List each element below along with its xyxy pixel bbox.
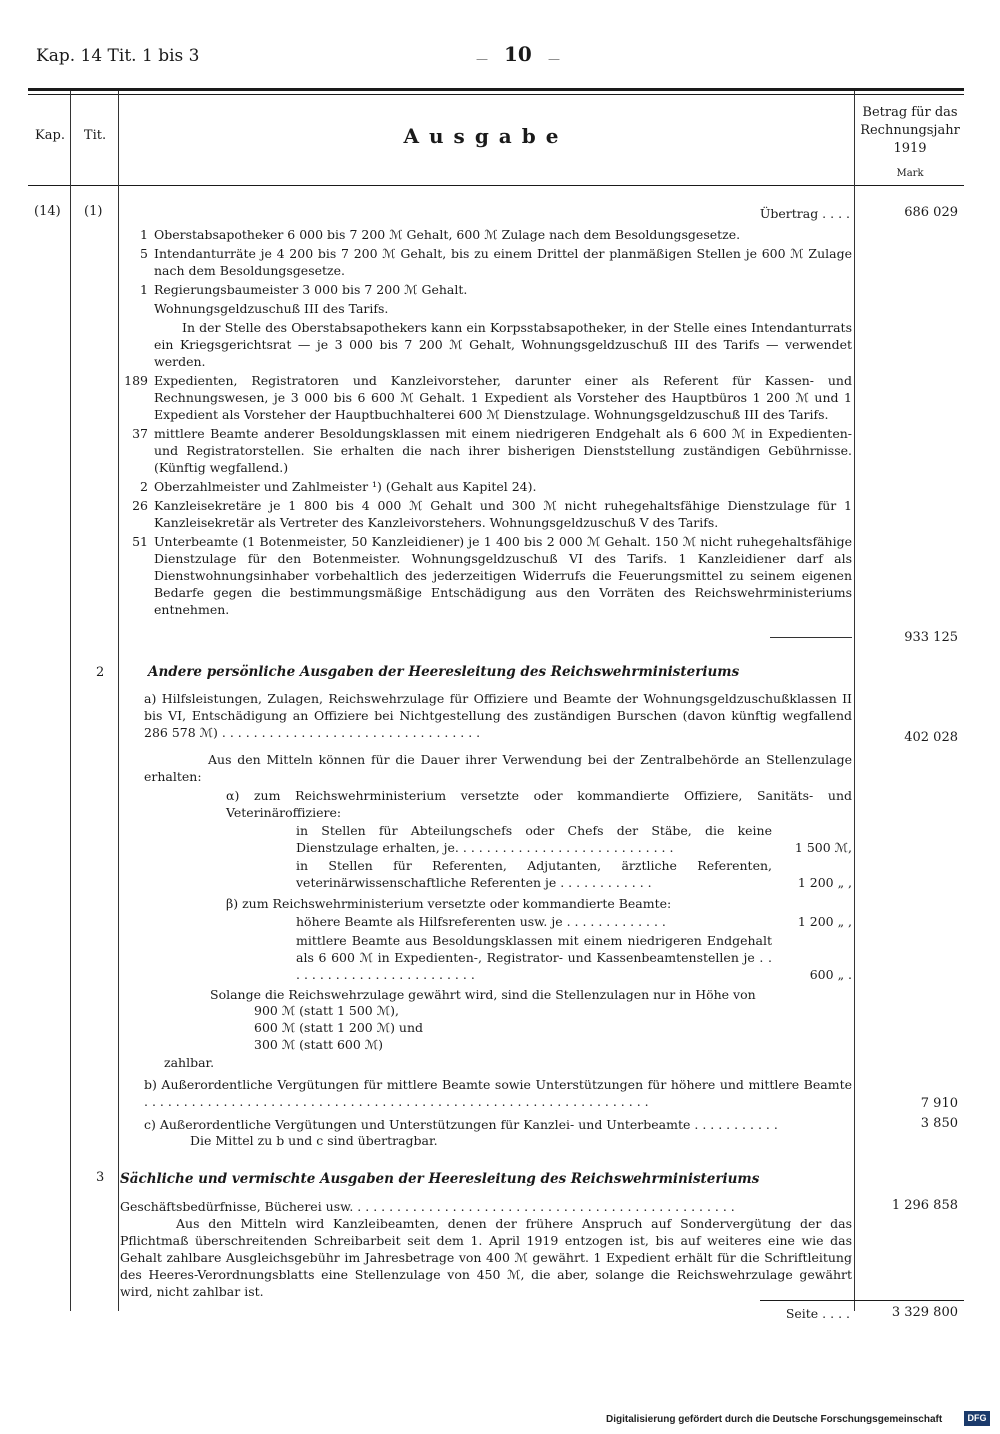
item-c: c) Außerordentliche Vergütungen und Unterstützungen für Kanzlei- und Unterbeamte . . . . . . . . . . . [144,1117,778,1132]
item-text: Intendanturräte je 4 200 bis 7 200 ℳ Gehalt, bis zu einem Drittel der planmäßigen Stellen je 600 ℳ Zulage nach dem Besoldungsgesetze. [154,246,852,278]
section-3-title: Sächliche und vermischte Ausgaben der Heeresleitung des Reichswehrministeriums [120,1171,760,1187]
header-kap: Kap. [35,128,65,143]
solange-line-2: 600 ℳ (statt 1 200 ℳ) und [254,1020,424,1035]
column-divider [854,91,855,1311]
item-count: 5 [140,246,148,261]
item-text: Regierungsbaumeister 3 000 bis 7 200 ℳ Gehalt. [154,282,468,297]
list-item [122,319,852,370]
list-item [122,300,852,317]
header-amount-unit: Mark [896,168,924,179]
total-rule [760,1300,964,1301]
list-item [122,245,852,279]
item-b: b) Außerordentliche Vergütungen für mittlere Beamte sowie Unterstützungen für höhere und mittlere Beamte . . . . . . . . . . . . . . . . . . . . . . . . . . . . . . . . . . . . . . . . . . . . . . . . . . . . . . . . . . . . . . . . [144,1077,852,1109]
dfg-logo: DFG [964,1411,990,1426]
alpha-1-value: 1 500 ℳ, [794,840,852,855]
uebertrag-amount: 686 029 [904,205,958,220]
alpha-2: in Stellen für Referenten, Adjutanten, ärztliche Referenten, veterinärwissenschaftliche Referenten je . . . . . . . . . . . . [296,858,772,890]
item-text: Expedienten, Registratoren und Kanzleivorsteher, darunter einer als Referent für Kassen- und Rechnungswesen, je 3 000 bis 6 600 ℳ Gehalt. 1 Expedient als Vorsteher des Hauptbüros 1 200 ℳ und 1 Expedient als Vorsteher der Hauptbuchhalterei 600 ℳ Dienstzulage. Wohnungsgeldzuschuß III des Tarifs. [154,373,852,422]
dash-decoration: — [476,52,488,66]
item-count [122,319,154,370]
item-count: 189 [124,373,148,388]
item-text: Oberstabsapotheker 6 000 bis 7 200 ℳ Gehalt, 600 ℳ Zulage nach dem Besoldungsgesetze. [154,227,741,242]
page-title: Ausgabe [403,124,569,148]
item-a-note: Aus den Mitteln können für die Dauer ihrer Verwendung bei der Zentralbehörde an Stellenzulage erhalten: [144,752,852,784]
section-3-text: Geschäftsbedürfnisse, Bücherei usw. . . . . . . . . . . . . . . . . . . . . . . . . . . . . . . . . . . . . . . . . . . . . . . . . [120,1199,735,1214]
seite-amount: 3 329 800 [891,1305,958,1320]
alpha-2-value: 1 200 „ , [797,875,852,890]
tit-label-2: 2 [96,665,105,680]
beta-2: mittlere Beamte aus Besoldungsklassen mit einem niedrigeren Endgehalt als 6 600 ℳ in Expedienten-, Registrator- und Kassenbeamtenstellen je . . . . . . . . . . . . . . . . . . . . . . . . . [296,933,772,982]
item-count: 1 [140,227,148,242]
item-text: Wohnungsgeldzuschuß III des Tarifs. [154,301,389,316]
sum-rule [770,637,852,638]
section-2-title: Andere persönliche Ausgaben der Heeresleitung des Reichswehrministeriums [148,664,740,680]
seite-label: Seite . . . . [785,1306,850,1321]
dash-decoration: — [548,52,560,66]
column-divider [70,91,71,1311]
item-c-note: Die Mittel zu b und c sind übertragbar. [190,1133,438,1148]
solange-line-3: 300 ℳ (statt 600 ℳ) [254,1037,384,1052]
running-head [36,42,966,72]
alpha-text: α) zum Reichswehrministerium versetzte oder kommandierte Offiziere, Sanitäts- und Veterinäroffiziere: [226,788,852,820]
beta-text: β) zum Reichswehrministerium versetzte oder kommandierte Beamte: [226,896,672,911]
list-item [122,372,852,423]
footer-text: Digitalisierung gefördert durch die Deutsche Forschungsgemeinschaft [606,1414,943,1425]
list-item [122,226,852,243]
solange-line-1: 900 ℳ (statt 1 500 ℳ), [254,1003,399,1018]
header-bottom-rule [28,185,964,186]
solange-text: Solange die Reichswehrzulage gewährt wird, sind die Stellenzulagen nur in Höhe von [210,987,756,1002]
list-item [122,533,852,618]
item-text: In der Stelle des Oberstabsapothekers kann ein Korpsstabsapotheker, in der Stelle eines Intendanturrats ein Kriegsgerichtsrat — je 3 000 bis 7 200 ℳ Gehalt, Wohnungsgeldzuschuß III des Tarifs — verwendet werden. [154,320,852,369]
item-count: 1 [140,282,148,297]
beta-2-value: 600 „ . [809,967,852,982]
alpha-1: in Stellen für Abteilungschefs oder Chefs der Stäbe, die keine Dienstzulage erhalten, je. . . . . . . . . . . . . . . . . . . . . . . . . . . . [296,823,772,855]
beta-1: höhere Beamte als Hilfsreferenten usw. je . . . . . . . . . . . . . [296,914,666,929]
uebertrag-label: Übertrag . . . . [759,206,850,221]
item-list [122,226,852,620]
kap-label: (14) [34,204,61,219]
tit-label-1: (1) [84,204,103,219]
header-tit: Tit. [83,128,107,143]
running-head-left: Kap. 14 Tit. 1 bis 3 [36,46,200,66]
sum1-amount: 933 125 [904,630,958,645]
list-item [122,478,852,495]
item-count: 37 [132,426,148,441]
list-item [122,425,852,476]
item-text: Oberzahlmeister und Zahlmeister ¹) (Gehalt aus Kapitel 24). [154,479,537,494]
item-text: Kanzleisekretäre je 1 800 bis 4 000 ℳ Gehalt und 300 ℳ nicht ruhegehaltsfähige Dienstzulage für 1 Kanzleisekretär als Vertreter des Kanzleivorstehers. Wohnungsgeldzuschuß V des Tarifs. [154,498,852,530]
column-divider [118,91,119,1311]
item-count: 2 [140,479,148,494]
section-3-note: Aus den Mitteln wird Kanzleibeamten, denen der frühere Anspruch auf Sondervergütung der das Pflichtmaß überschreitenden Schreibarbeit seit dem 1. April 1919 entzogen ist, bis auf weiteres eine wie das Gehalt zahlbare Ausgleichsgebühr im Jahresbetrage von 400 ℳ gewährt. 1 Expedient erhält für die Schriftleitung des Heeres-Verordnungsblatts eine Stellenzulage von 450 ℳ, die aber, solange die Reichswehrzulage gewährt wird, nicht zahlbar ist. [120,1216,852,1299]
item-count: 26 [132,498,148,513]
item-text: mittlere Beamte anderer Besoldungsklassen mit einem niedrigeren Endgehalt als 6 600 ℳ in Expedienten- und Registratorstellen. Sie erhalten die nach ihrer bisherigen Dienststellung zuständigen Gebührnisse. (Künftig wegfallend.) [154,426,852,475]
list-item [122,497,852,531]
list-item [122,281,852,298]
section-3-amount: 1 296 858 [891,1198,958,1213]
top-rule-thin [28,94,964,95]
item-a-amount: 402 028 [904,730,958,745]
item-text: Unterbeamte (1 Botenmeister, 50 Kanzleidiener) je 1 400 bis 2 000 ℳ Gehalt. 150 ℳ nicht ruhegehaltsfähige Dienstzulage für den Botenmeister. Wohnungsgeldzuschuß VI des Tarifs. 1 Kanzleidiener darf als Dienstwohnungsinhaber vorbehaltlich des jederzeitigen Widerrufs die Feuerungsmittel zu seinem eigenen Bedarfe gegen die bestimmungsmäßige Entschädigung aus den Vorräten des Reichswehrministeriums entnehmen. [154,534,852,617]
page-number: 10 [504,42,532,66]
zahlbar-text: zahlbar. [164,1055,215,1070]
item-b-amount: 7 910 [920,1096,958,1111]
item-a: a) Hilfsleistungen, Zulagen, Reichswehrzulage für Offiziere und Beamte der Wohnungsgeldzuschußklassen II bis VI, Entschädigung an Offiziere bei Nichtgestellung des zuständigen Burschen (davon künftig wegfallend 286 578 ℳ) . . . . . . . . . . . . . . . . . . . . . . . . . . . . . . . . . [144,691,852,740]
tit-label-3: 3 [96,1170,105,1185]
item-count: 51 [132,534,148,549]
item-count [122,300,154,317]
beta-1-value: 1 200 „ , [797,914,852,929]
header-amount: Betrag für das Rechnungsjahr 1919 [860,105,960,156]
item-c-amount: 3 850 [920,1116,958,1131]
top-rule [28,88,964,91]
